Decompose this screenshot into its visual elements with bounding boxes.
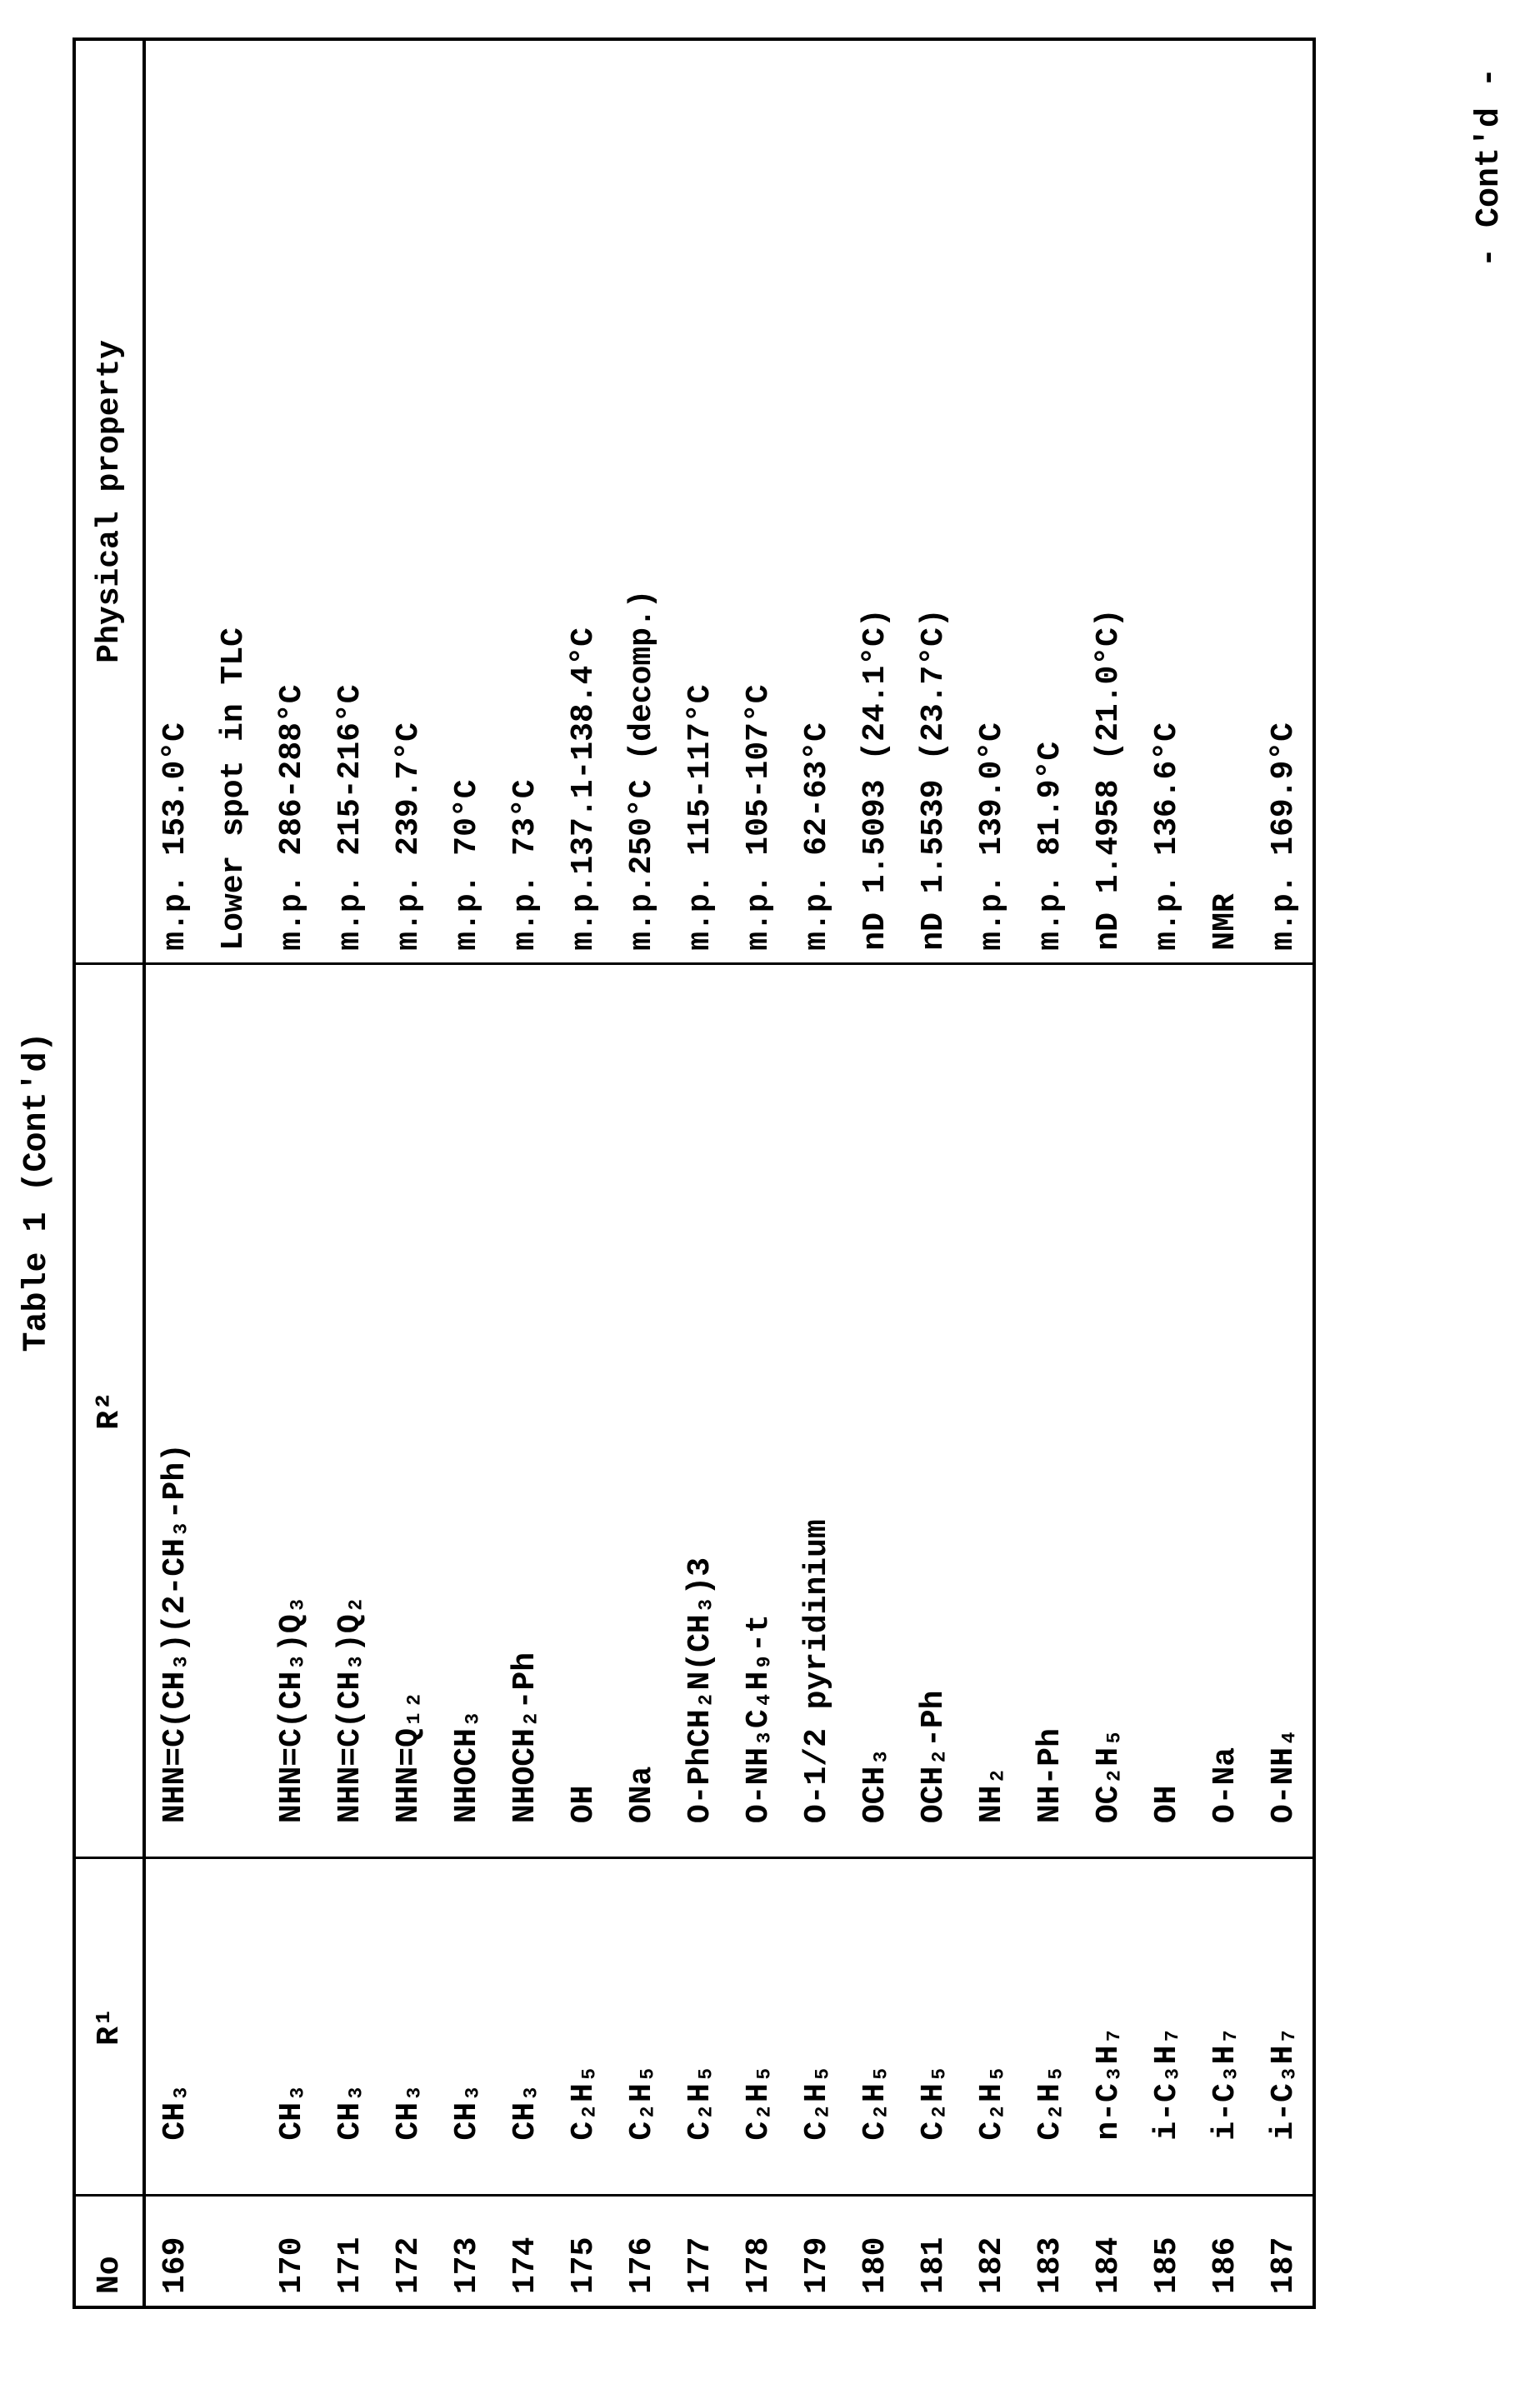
cell-physical-property: m.p. 239.7°C (379, 39, 438, 963)
cell-no: 171 (321, 2195, 379, 2307)
cell-physical-property: m.p.137.1-138.4°C (554, 39, 612, 963)
compound-table (72, 37, 1316, 2309)
header-physical-property: Physical property (74, 39, 144, 963)
cell-no: 180 (846, 2195, 904, 2307)
table-row (321, 39, 379, 2307)
cell-physical-property: m.p. 115-117°C (671, 39, 729, 963)
cell-no: 177 (671, 2195, 729, 2307)
header-r2: R² (74, 963, 144, 1857)
cell-r2: ONa (612, 963, 671, 1857)
cell-no: 175 (554, 2195, 612, 2307)
cell-r2: NHN=Q₁₂ (379, 963, 438, 1857)
cell-r2: NHOCH₂-Ph (496, 963, 554, 1857)
table-row (204, 39, 262, 2307)
table-row (1021, 39, 1079, 2307)
cell-r1: i-C₃H₇ (1254, 1858, 1314, 2195)
cell-physical-property: Lower spot in TLC (204, 39, 262, 963)
cell-physical-property: m.p.250°C (decomp.) (612, 39, 671, 963)
cell-physical-property: nD 1.5093 (24.1°C) (846, 39, 904, 963)
cell-r1: CH₃ (438, 1858, 496, 2195)
cell-no: 183 (1021, 2195, 1079, 2307)
cell-r1: C₂H₅ (671, 1858, 729, 2195)
cell-physical-property: m.p. 62-63°C (788, 39, 846, 963)
cell-r2: OCH₂-Ph (904, 963, 962, 1857)
header-r1: R¹ (74, 1858, 144, 2195)
cell-no: 176 (612, 2195, 671, 2307)
cell-r2: OC₂H₅ (1079, 963, 1138, 1857)
cell-no: 179 (788, 2195, 846, 2307)
cell-r1: C₂H₅ (788, 1858, 846, 2195)
cell-r2: NHOCH₃ (438, 963, 496, 1857)
cell-r1: n-C₃H₇ (1079, 1858, 1138, 2195)
cell-r2: NHN=C(CH₃)(2-CH₃-Ph) (144, 963, 204, 1857)
cell-no: 174 (496, 2195, 554, 2307)
table-row (1196, 39, 1254, 2307)
cell-r1: CH₃ (496, 1858, 554, 2195)
cell-r2: OH (554, 963, 612, 1857)
cell-physical-property: m.p. 286-288°C (262, 39, 321, 963)
table-row (962, 39, 1021, 2307)
continued-note: - Cont'd - (1471, 67, 1508, 267)
cell-r2: NH-Ph (1021, 963, 1079, 1857)
table-row (496, 39, 554, 2307)
cell-r1: C₂H₅ (904, 1858, 962, 2195)
cell-no: 184 (1079, 2195, 1138, 2307)
cell-physical-property: m.p. 169.9°C (1254, 39, 1314, 963)
table-row (379, 39, 438, 2307)
cell-r1: i-C₃H₇ (1138, 1858, 1196, 2195)
cell-r1: C₂H₅ (554, 1858, 612, 2195)
cell-physical-property: m.p. 73°C (496, 39, 554, 963)
cell-r2: NH₂ (962, 963, 1021, 1857)
cell-physical-property: m.p. 136.6°C (1138, 39, 1196, 963)
cell-physical-property: m.p. 105-107°C (729, 39, 788, 963)
table-row (612, 39, 671, 2307)
header-row (74, 39, 144, 2307)
cell-physical-property: nD 1.5539 (23.7°C) (904, 39, 962, 963)
cell-no: 185 (1138, 2195, 1196, 2307)
cell-r2: O-NH₃C₄H₉-t (729, 963, 788, 1857)
cell-no: 182 (962, 2195, 1021, 2307)
table-row (671, 39, 729, 2307)
header-no: No (74, 2195, 144, 2307)
cell-r1: CH₃ (321, 1858, 379, 2195)
cell-r1: C₂H₅ (729, 1858, 788, 2195)
cell-physical-property: m.p. 139.0°C (962, 39, 1021, 963)
cell-no: 186 (1196, 2195, 1254, 2307)
table-row (262, 39, 321, 2307)
cell-physical-property: m.p. 70°C (438, 39, 496, 963)
cell-r2: OCH₃ (846, 963, 904, 1857)
table-row (729, 39, 788, 2307)
cell-r2: NHN=C(CH₃)Q₃ (262, 963, 321, 1857)
cell-no (204, 2195, 262, 2307)
table-row (788, 39, 846, 2307)
cell-r1 (204, 1858, 262, 2195)
table-row (846, 39, 904, 2307)
cell-no: 181 (904, 2195, 962, 2307)
table-row (144, 39, 204, 2307)
cell-physical-property: NMR (1196, 39, 1254, 963)
table-row (1138, 39, 1196, 2307)
table-row (1079, 39, 1138, 2307)
cell-r1: C₂H₅ (962, 1858, 1021, 2195)
cell-r1: C₂H₅ (1021, 1858, 1079, 2195)
cell-r1: i-C₃H₇ (1196, 1858, 1254, 2195)
cell-r1: C₂H₅ (612, 1858, 671, 2195)
cell-physical-property: m.p. 215-216°C (321, 39, 379, 963)
table-row (904, 39, 962, 2307)
cell-no: 187 (1254, 2195, 1314, 2307)
cell-no: 178 (729, 2195, 788, 2307)
cell-r1: C₂H₅ (846, 1858, 904, 2195)
cell-r2 (204, 963, 262, 1857)
cell-r2: OH (1138, 963, 1196, 1857)
cell-physical-property: nD 1.4958 (21.0°C) (1079, 39, 1138, 963)
cell-no: 173 (438, 2195, 496, 2307)
cell-r1: CH₃ (262, 1858, 321, 2195)
cell-r2: O-NH₄ (1254, 963, 1314, 1857)
cell-no: 170 (262, 2195, 321, 2307)
table-row (1254, 39, 1314, 2307)
table-title: Table 1 (Cont'd) (18, 0, 56, 2384)
table-row (438, 39, 496, 2307)
cell-r1: CH₃ (379, 1858, 438, 2195)
rotated-page (0, 0, 1540, 2384)
cell-no: 172 (379, 2195, 438, 2307)
cell-no: 169 (144, 2195, 204, 2307)
cell-r2: O-PhCH₂N(CH₃)3 (671, 963, 729, 1857)
cell-r2: NHN=C(CH₃)Q₂ (321, 963, 379, 1857)
cell-r2: O-Na (1196, 963, 1254, 1857)
cell-physical-property: m.p. 81.9°C (1021, 39, 1079, 963)
cell-r1: CH₃ (144, 1858, 204, 2195)
cell-r2: O-1/2 pyridinium (788, 963, 846, 1857)
table-row (554, 39, 612, 2307)
cell-physical-property: m.p. 153.0°C (144, 39, 204, 963)
